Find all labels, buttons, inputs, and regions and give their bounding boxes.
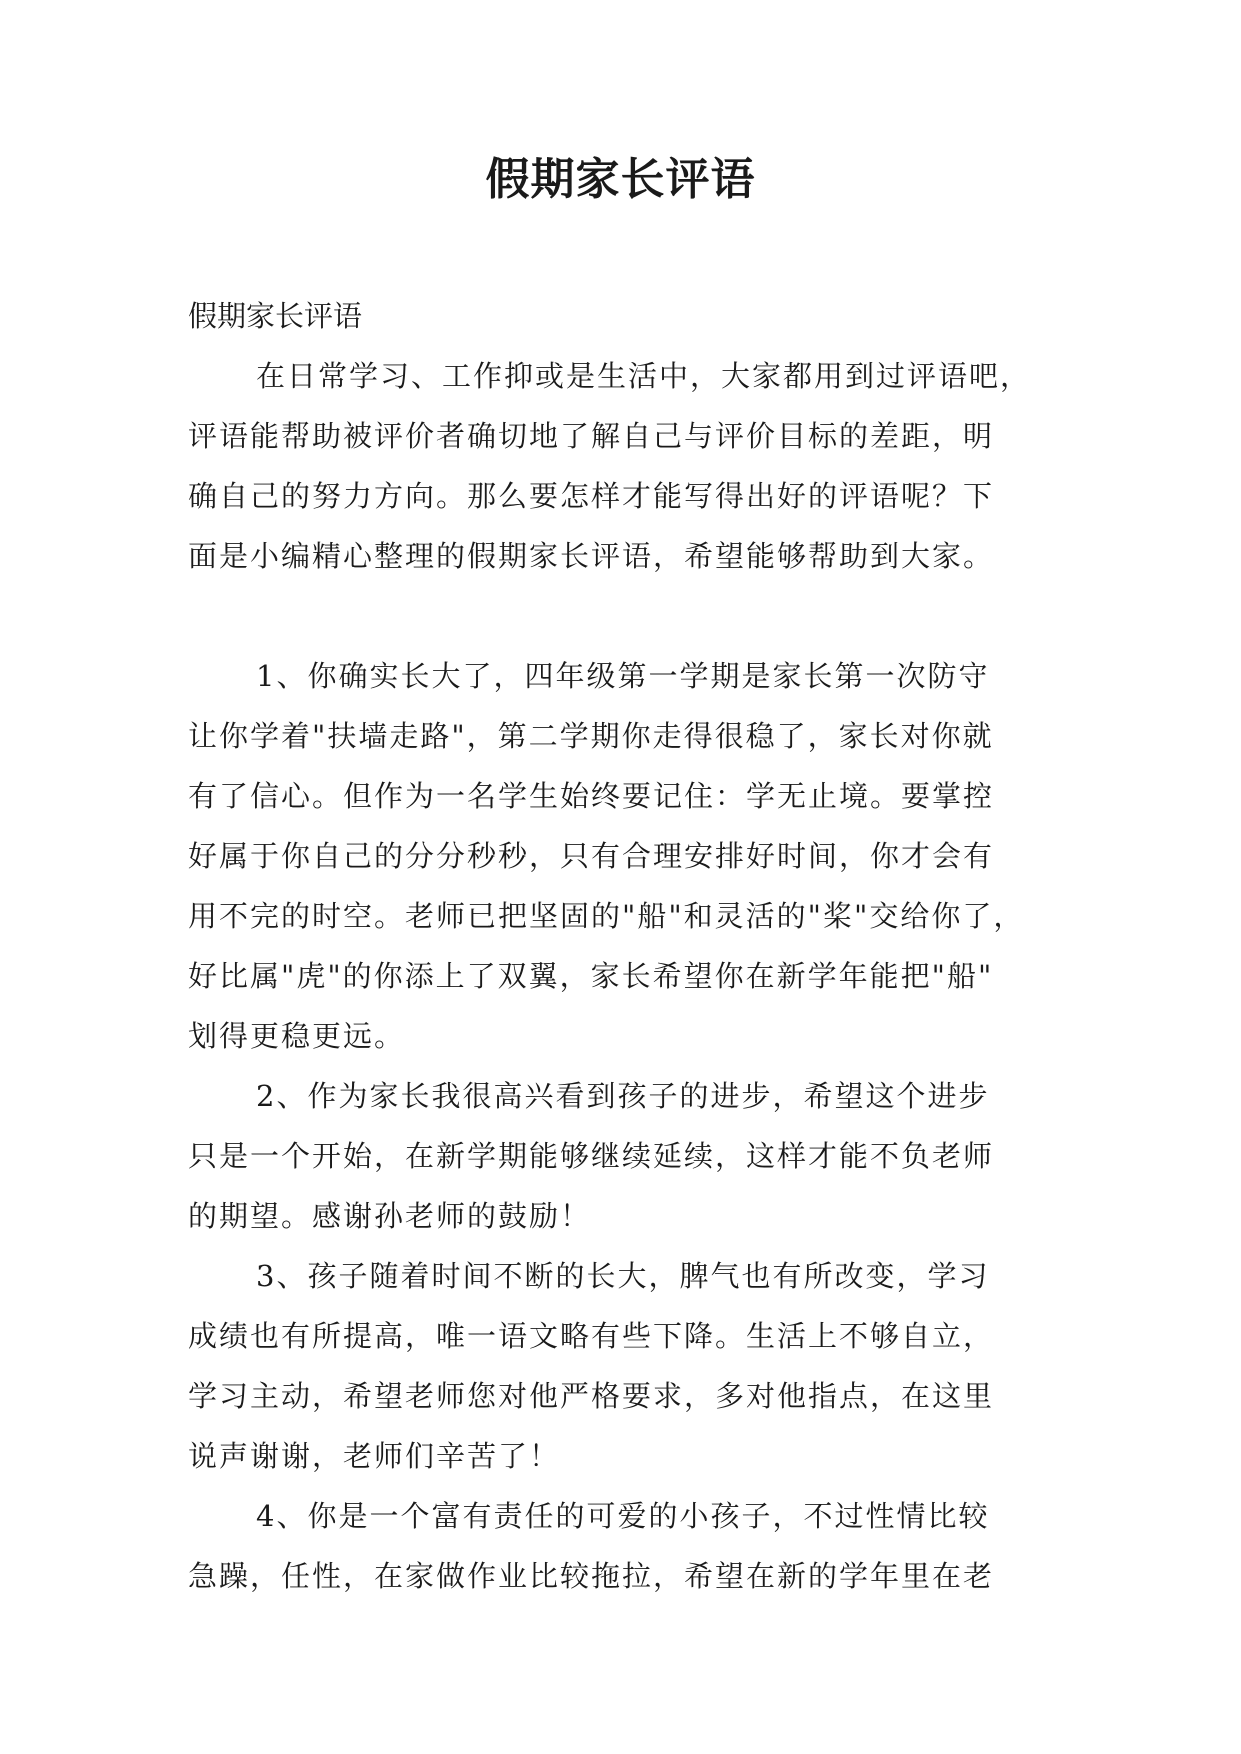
comment-item-4 [188,1486,1068,1606]
paragraph-line: 只是一个开始，在新学期能够继续延续，这样才能不负老师 [188,1139,995,1173]
paragraph-line: 1、你确实长大了，四年级第一学期是家长第一次防守 [256,659,990,693]
paragraph-spacer [188,586,1068,646]
paragraph-line: 的期望。感谢孙老师的鼓励！ [188,1199,592,1233]
paragraph-line: 面是小编精心整理的假期家长评语，希望能够帮助到大家。 [188,539,995,573]
paragraph-line: 4、你是一个富有责任的可爱的小孩子，不过性情比较 [256,1499,990,1533]
paragraph-line: 在日常学习、工作抑或是生活中，大家都用到过评语吧， [256,359,1032,393]
paragraph-line: 急躁，任性，在家做作业比较拖拉，希望在新的学年里在老 [188,1559,995,1593]
paragraph-line: 说声谢谢，老师们辛苦了！ [188,1439,561,1473]
paragraph-line: 2、作为家长我很高兴看到孩子的进步，希望这个进步 [256,1079,990,1113]
paragraph-line: 评语能帮助被评价者确切地了解自己与评价目标的差距，明 [188,419,995,453]
intro-paragraph [188,346,1068,586]
paragraph-line: 用不完的时空。老师已把坚固的"船"和灵活的"桨"交给你了， [188,899,1025,933]
comment-item-3 [188,1246,1068,1486]
paragraph-line: 确自己的努力方向。那么要怎样才能写得出好的评语呢？下 [188,479,995,513]
document-title: 假期家长评语 [485,154,756,205]
paragraph-line: 让你学着"扶墙走路"，第二学期你走得很稳了，家长对你就 [188,719,994,753]
comment-item-1 [188,646,1068,1066]
paragraph-line: 有了信心。但作为一名学生始终要记住：学无止境。要掌控 [188,779,995,813]
paragraph-line: 成绩也有所提高，唯一语文略有些下降。生活上不够自立， [188,1319,995,1353]
paragraph-line: 划得更稳更远。 [188,1019,406,1053]
document-body [188,286,1068,1606]
paragraph-line: 好属于你自己的分分秒秒，只有合理安排好时间，你才会有 [188,839,995,873]
paragraph-line: 3、孩子随着时间不断的长大，脾气也有所改变，学习 [256,1259,990,1293]
document-subtitle: 假期家长评语 [188,299,363,333]
paragraph-line: 学习主动，希望老师您对他严格要求，多对他指点，在这里 [188,1379,995,1413]
paragraph-line: 好比属"虎"的你添上了双翼，家长希望你在新学年能把"船" [188,959,994,993]
comment-item-2 [188,1066,1068,1246]
